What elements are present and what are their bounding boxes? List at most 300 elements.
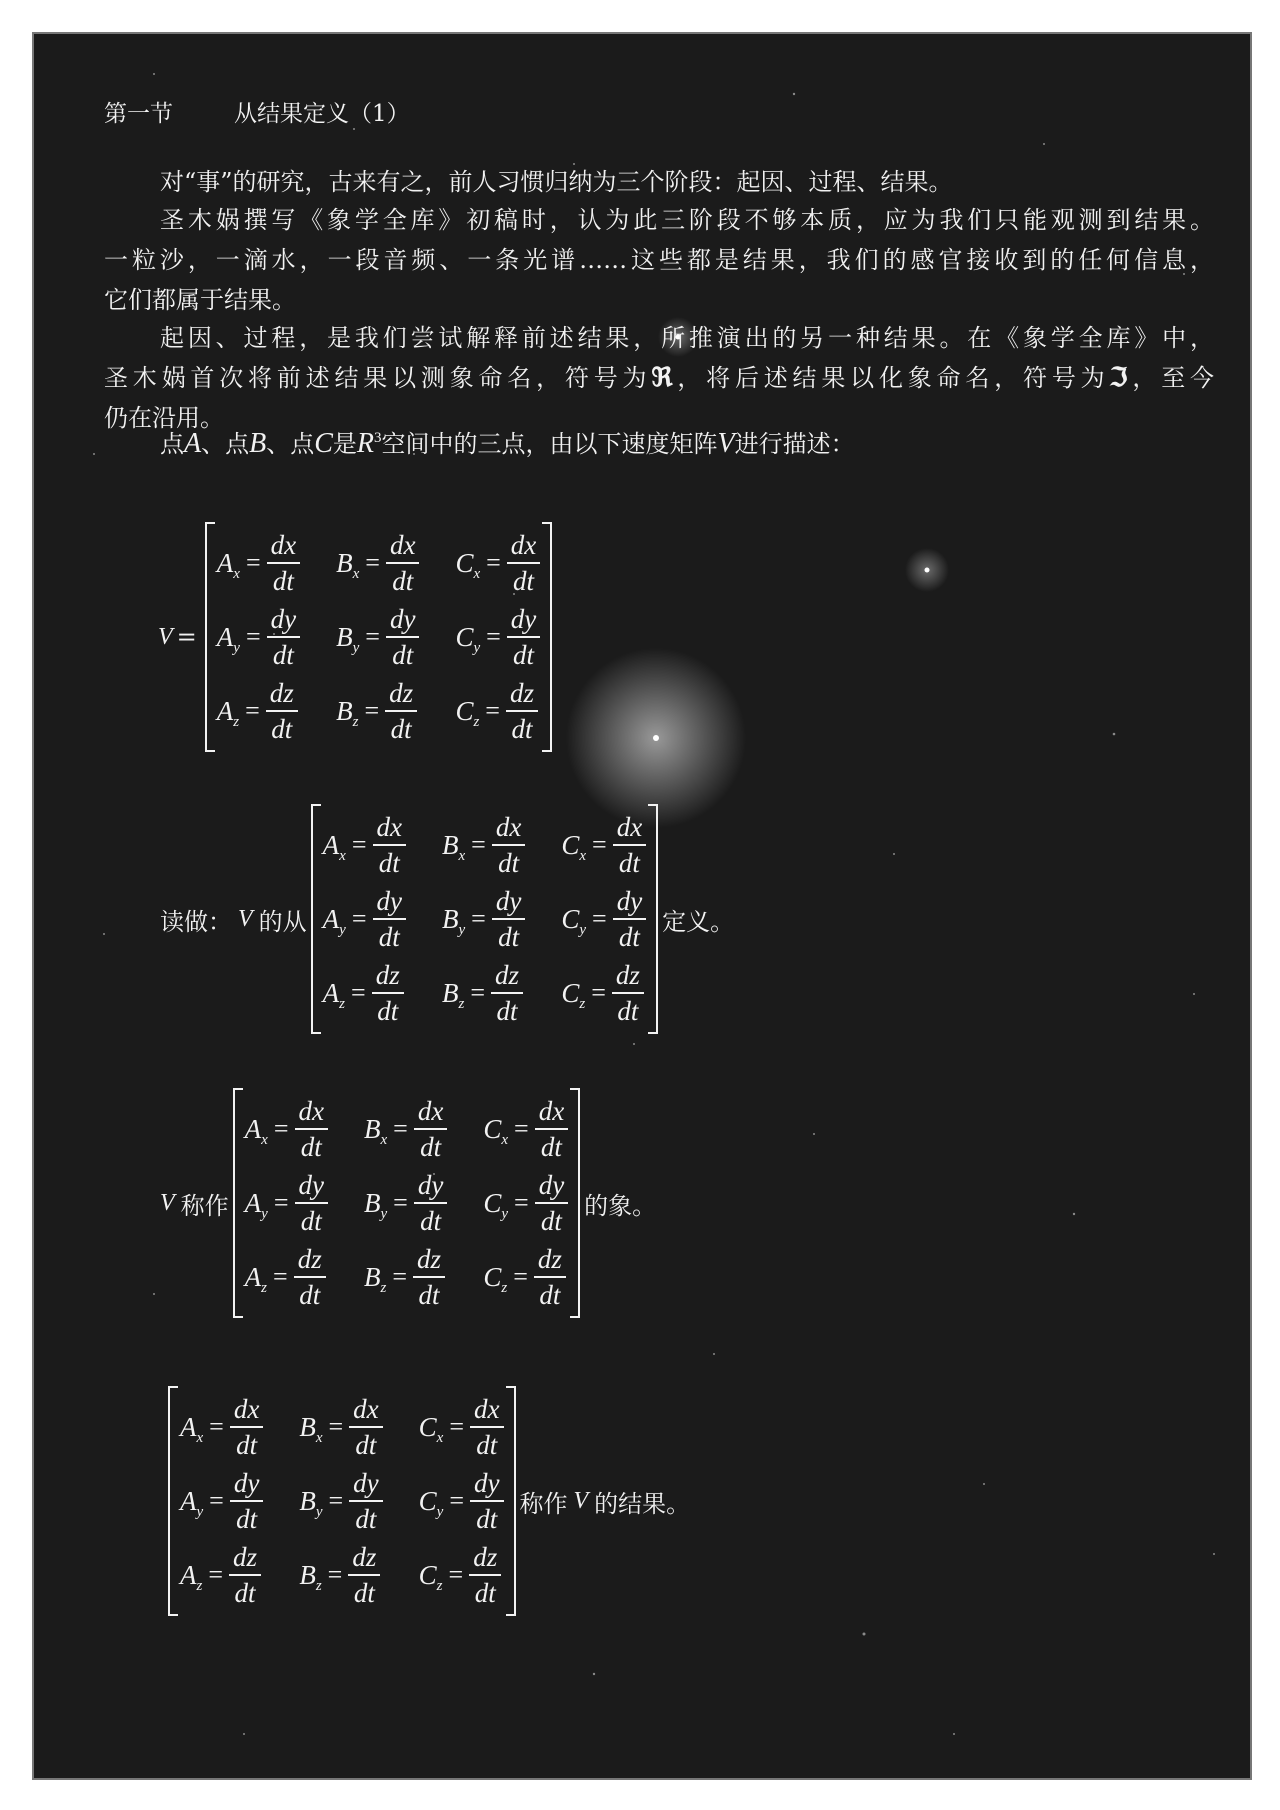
fraction [414, 1168, 447, 1238]
text-line: 仍在沿用。 [104, 404, 224, 432]
fraction [373, 884, 406, 954]
matrix-entry [419, 1540, 504, 1610]
entry-variable: $B_y$ [336, 621, 360, 656]
label-text: 读做： [160, 907, 232, 936]
matrix-entry [364, 1094, 447, 1164]
fraction-denominator: dt [236, 1430, 258, 1460]
fraction-numerator: dx [613, 810, 646, 846]
fraction [613, 884, 646, 954]
label-text: 称作 [180, 1191, 229, 1220]
entry-variable: $C_y$ [483, 1187, 509, 1222]
entry-variable: $A_x$ [216, 547, 240, 582]
fraction-denominator: dt [390, 714, 412, 744]
entry-subscript: x [352, 565, 360, 582]
equals-sign: = [514, 1114, 529, 1143]
fraction [385, 676, 417, 746]
equals-sign: = [486, 548, 501, 577]
fraction [492, 884, 525, 954]
entry-variable: $A_x$ [322, 829, 346, 864]
fraction-denominator: dt [392, 566, 414, 596]
entry-variable: $B_x$ [442, 829, 466, 864]
equals-sign: = [328, 1486, 344, 1515]
matrix-entry [419, 1392, 504, 1462]
velocity-matrix [311, 804, 659, 1034]
matrix-entry [299, 1466, 382, 1536]
fraction [491, 958, 523, 1028]
fraction [295, 1168, 328, 1238]
entry-subscript: z [579, 995, 586, 1012]
matrix-entry [455, 528, 540, 598]
fraction-numerator: dz [469, 1540, 501, 1576]
fraction-denominator: dt [618, 848, 640, 878]
entry-subscript: x [261, 1131, 268, 1148]
fraction-numerator: dx [535, 1094, 568, 1130]
equation-definition [158, 522, 556, 752]
entry-variable: $A_y$ [322, 903, 346, 938]
fraction [295, 1094, 328, 1164]
matrix-entry [180, 1392, 263, 1462]
fraction-denominator: dt [420, 1206, 442, 1236]
matrix-entry [442, 810, 525, 880]
fraction-numerator: dy [492, 884, 525, 920]
fraction-numerator: dy [470, 1466, 503, 1502]
matrix-entry [561, 958, 646, 1028]
fraction-denominator: dt [513, 640, 535, 670]
equals-sign: = [273, 1262, 288, 1291]
entry-subscript: y [579, 921, 587, 938]
math-var-letter: R [356, 428, 375, 459]
matrix-entry [336, 602, 419, 672]
fraction [267, 528, 300, 598]
entry-subscript: y [339, 921, 346, 938]
equals-sign: = [470, 978, 486, 1007]
equals-sign: = [591, 978, 606, 1007]
matrix-entry [323, 884, 406, 954]
entry-subscript: y [196, 1503, 204, 1520]
fraction [414, 1094, 447, 1164]
fraction-denominator: dt [272, 566, 294, 596]
fraction-denominator: dt [234, 1578, 256, 1608]
section-heading [104, 94, 410, 134]
entry-variable: $B_x$ [336, 547, 360, 582]
equals-sign: = [327, 1560, 343, 1589]
entry-variable: $A_z$ [244, 1261, 268, 1296]
fraction-denominator: dt [300, 1206, 322, 1236]
entry-variable: $B_z$ [364, 1261, 387, 1296]
fraction-denominator: dt [474, 1578, 496, 1608]
math-var: V [573, 1487, 589, 1514]
page [32, 32, 1252, 1780]
matrix-entry [245, 1168, 328, 1238]
fraction [372, 958, 404, 1028]
matrix-entry [217, 528, 300, 598]
matrix-entry [217, 602, 300, 672]
matrix-entry [336, 528, 419, 598]
fraction-numerator: dx [295, 1094, 328, 1130]
entry-subscript: y [315, 1503, 323, 1520]
matrix-entry [561, 884, 646, 954]
label-text: 的结果。 [594, 1489, 691, 1518]
equals-sign: = [209, 1412, 224, 1441]
entry-subscript: z [436, 1577, 443, 1594]
matrix-entry [245, 1094, 328, 1164]
entry-variable: $C_z$ [483, 1261, 508, 1296]
entry-subscript: z [458, 995, 465, 1012]
fraction [507, 528, 540, 598]
fraction-numerator: dy [295, 1168, 328, 1204]
fraction-denominator: dt [378, 922, 400, 952]
star [925, 568, 930, 573]
equation-result [164, 1386, 690, 1616]
fraction-numerator: dx [470, 1392, 503, 1428]
entry-variable: $A_x$ [244, 1113, 268, 1148]
fraction [294, 1242, 326, 1312]
entry-variable: $A_y$ [216, 621, 240, 656]
equation-image [160, 1088, 656, 1318]
equals-sign: = [514, 1188, 529, 1217]
velocity-matrix [168, 1386, 516, 1616]
entry-subscript: x [501, 1131, 509, 1148]
fraction-denominator: dt [496, 996, 518, 1026]
fraction-numerator: dy [349, 1466, 382, 1502]
text-run: 圣木娲首次将前述结果以测象命名，符号为 [104, 364, 652, 392]
imaginary-part-symbol: ℑ [1109, 363, 1128, 393]
star [653, 735, 659, 741]
fraction-denominator: dt [540, 1132, 562, 1162]
fraction-numerator: dy [267, 602, 300, 638]
entry-subscript: y [458, 921, 466, 938]
fraction-numerator: dy [386, 602, 419, 638]
entry-variable: $B_y$ [364, 1187, 388, 1222]
matrix-entry [455, 602, 540, 672]
fraction-numerator: dx [349, 1392, 382, 1428]
matrix-entry [180, 1540, 263, 1610]
fraction-numerator: dz [413, 1242, 445, 1278]
entry-variable: $B_z$ [442, 977, 465, 1012]
equals-sign: = [351, 830, 367, 859]
fraction [373, 810, 406, 880]
equals-sign: = [471, 830, 486, 859]
fraction-denominator: dt [539, 1280, 561, 1310]
entry-subscript: y [473, 639, 481, 656]
paragraph-1 [104, 162, 1214, 202]
matrix-entry [442, 884, 525, 954]
entry-subscript: z [473, 713, 480, 730]
matrix-entry [323, 958, 406, 1028]
fraction [612, 958, 644, 1028]
text-run: ，将后述结果以化象命名，符号为 [672, 364, 1110, 392]
fraction-numerator: dz [266, 676, 298, 712]
entry-subscript: z [315, 1577, 322, 1594]
fraction-denominator: dt [272, 640, 294, 670]
text-line [104, 358, 1214, 398]
entry-variable: $C_y$ [455, 621, 481, 656]
equals-sign: = [351, 978, 366, 1007]
text-line: 一粒沙，一滴水，一段音频、一条光谱……这些都是结果，我们的感官接收到的任何信息， [104, 246, 1214, 274]
equals-sign: = [273, 1114, 289, 1143]
label-text: 的从 [258, 907, 307, 936]
matrix-entry [245, 1242, 328, 1312]
fraction-numerator: dx [507, 528, 540, 564]
fraction-denominator: dt [392, 640, 414, 670]
text-line: 对“事”的研究，古来有之，前人习惯归纳为三个阶段：起因、过程、结果。 [160, 168, 953, 196]
fraction [507, 602, 540, 672]
entry-subscript: x [380, 1131, 388, 1148]
equals-sign: = [208, 1560, 224, 1589]
matrix-entry [483, 1242, 568, 1312]
fraction-numerator: dz [385, 676, 417, 712]
equals-sign: = [273, 1188, 289, 1217]
fraction-denominator: dt [540, 1206, 562, 1236]
matrix-entry [483, 1168, 568, 1238]
entry-subscript: z [339, 995, 346, 1012]
fraction-denominator: dt [476, 1430, 498, 1460]
equals-sign: = [365, 548, 380, 577]
matrix-entry [217, 676, 300, 746]
entry-variable: $B_y$ [299, 1485, 323, 1520]
entry-variable: $B_x$ [364, 1113, 388, 1148]
entry-variable: $C_y$ [418, 1485, 444, 1520]
entry-subscript: x [436, 1429, 444, 1446]
equals-sign: = [328, 1412, 344, 1441]
equals-sign: = [209, 1486, 224, 1515]
entry-variable: $A_z$ [322, 977, 346, 1012]
entry-subscript: x [315, 1429, 323, 1446]
math-var [357, 428, 382, 459]
entry-variable: $C_z$ [561, 977, 586, 1012]
fraction [413, 1242, 445, 1312]
fraction [534, 1242, 566, 1312]
text-run: 、点 [201, 430, 250, 458]
entry-variable: $A_y$ [244, 1187, 268, 1222]
fraction-numerator: dz [491, 958, 523, 994]
text-run: 进行描述： [734, 430, 855, 458]
fraction [349, 1392, 382, 1462]
fraction [469, 1540, 501, 1610]
paragraph-2 [104, 200, 1214, 320]
fraction [229, 1540, 261, 1610]
paragraph-3 [104, 318, 1214, 438]
real-part-symbol: ℜ [651, 363, 673, 393]
equals-sign: = [448, 1560, 464, 1589]
entry-subscript: x [196, 1429, 204, 1446]
fraction-denominator: dt [618, 922, 640, 952]
matrix-entry [364, 1168, 447, 1238]
entry-subscript: y [380, 1205, 388, 1222]
fraction-numerator: dx [267, 528, 300, 564]
entry-subscript: x [233, 565, 240, 582]
equals-sign: = [365, 622, 380, 651]
equals-sign: = [449, 1486, 465, 1515]
entry-variable: $A_y$ [180, 1485, 204, 1520]
math-var: B [249, 428, 267, 459]
text-run: 、点 [266, 430, 315, 458]
entry-subscript: x [339, 847, 346, 864]
fraction-numerator: dx [414, 1094, 447, 1130]
fraction-denominator: dt [378, 848, 400, 878]
entry-variable: $C_x$ [483, 1113, 509, 1148]
section-title: 从结果定义（1） [234, 101, 410, 127]
fraction [230, 1466, 263, 1536]
fraction-numerator: dz [348, 1540, 380, 1576]
entry-subscript: z [352, 713, 359, 730]
matrix-entry [419, 1466, 504, 1536]
entry-subscript: y [436, 1503, 444, 1520]
entry-variable: $C_x$ [418, 1411, 444, 1446]
entry-variable: $C_x$ [561, 829, 587, 864]
entry-subscript: x [458, 847, 466, 864]
fraction-denominator: dt [355, 1430, 377, 1460]
entry-variable: $A_x$ [180, 1411, 204, 1446]
fraction-numerator: dx [492, 810, 525, 846]
fraction-numerator: dz [372, 958, 404, 994]
section-number: 第一节 [104, 101, 173, 127]
fraction [349, 1466, 382, 1536]
fraction-numerator: dz [534, 1242, 566, 1278]
text-run: 是 [332, 430, 357, 458]
text-run: 点 [160, 430, 184, 458]
fraction-numerator: dy [507, 602, 540, 638]
equals-sign: = [392, 1262, 408, 1291]
entry-subscript: y [501, 1205, 509, 1222]
fraction-numerator: dy [535, 1168, 568, 1204]
text-run: 空间中的三点，由以下速度矩阵 [381, 430, 718, 458]
fraction [386, 528, 419, 598]
equals-sign: = [245, 622, 261, 651]
equals-sign: = [176, 623, 197, 651]
fraction-numerator: dy [414, 1168, 447, 1204]
equals-sign: = [513, 1262, 528, 1291]
exponent: 3 [374, 430, 382, 446]
text-line: 起因、过程，是我们尝试解释前述结果，所推演出的另一种结果。在《象学全库》中， [160, 324, 1214, 352]
equals-sign: = [393, 1188, 408, 1217]
label-text: 的象。 [584, 1191, 657, 1220]
equals-sign: = [245, 548, 261, 577]
fraction [535, 1094, 568, 1164]
fraction-numerator: dz [506, 676, 538, 712]
velocity-matrix [205, 522, 553, 752]
fraction [492, 810, 525, 880]
equals-sign: = [364, 696, 380, 725]
fraction-denominator: dt [299, 1280, 321, 1310]
fraction-denominator: dt [498, 848, 520, 878]
fraction [230, 1392, 263, 1462]
entry-subscript: z [196, 1577, 203, 1594]
entry-subscript: y [261, 1205, 268, 1222]
fraction [470, 1392, 503, 1462]
entry-subscript: x [579, 847, 587, 864]
entry-variable: $C_y$ [561, 903, 587, 938]
fraction [613, 810, 646, 880]
fraction-denominator: dt [476, 1504, 498, 1534]
equals-sign: = [471, 904, 486, 933]
fraction-denominator: dt [511, 714, 533, 744]
entry-variable: $A_z$ [180, 1559, 203, 1594]
fraction-numerator: dz [229, 1540, 261, 1576]
entry-subscript: y [233, 639, 240, 656]
entry-variable: $B_z$ [299, 1559, 322, 1594]
fraction [267, 602, 300, 672]
fraction-numerator: dy [230, 1466, 263, 1502]
entry-variable: $B_z$ [336, 695, 359, 730]
entry-variable: $C_z$ [418, 1559, 443, 1594]
text-run: ，至今 [1127, 364, 1215, 392]
equation-reading [160, 804, 734, 1034]
matrix-entry [299, 1392, 382, 1462]
entry-subscript: x [473, 565, 481, 582]
fraction [506, 676, 538, 746]
entry-variable: $C_z$ [455, 695, 480, 730]
fraction-denominator: dt [617, 996, 639, 1026]
fraction-denominator: dt [513, 566, 535, 596]
fraction [266, 676, 298, 746]
fraction-denominator: dt [236, 1504, 258, 1534]
entry-subscript: z [233, 713, 240, 730]
math-var: C [314, 428, 333, 459]
equals-sign: = [245, 696, 260, 725]
fraction-denominator: dt [300, 1132, 322, 1162]
fraction-numerator: dy [373, 884, 406, 920]
math-var: A [184, 428, 202, 459]
fraction [470, 1466, 503, 1536]
equals-sign: = [592, 830, 607, 859]
label-text: 称作 [519, 1489, 568, 1518]
matrix-entry [442, 958, 525, 1028]
fraction [348, 1540, 380, 1610]
entry-variable: $B_y$ [442, 903, 466, 938]
entry-variable: $A_z$ [216, 695, 240, 730]
fraction-numerator: dz [612, 958, 644, 994]
matrix-lhs: V [158, 623, 173, 650]
label-text: 定义。 [662, 907, 735, 936]
fraction-denominator: dt [271, 714, 293, 744]
equals-sign: = [592, 904, 607, 933]
entry-variable: $C_x$ [455, 547, 481, 582]
fraction-denominator: dt [498, 922, 520, 952]
matrix-entry [364, 1242, 447, 1312]
fraction [535, 1168, 568, 1238]
fraction-denominator: dt [418, 1280, 440, 1310]
fraction-denominator: dt [355, 1504, 377, 1534]
matrix-entry [455, 676, 540, 746]
equals-sign: = [486, 622, 501, 651]
matrix-entry [180, 1466, 263, 1536]
entry-subscript: z [261, 1279, 268, 1296]
fraction-numerator: dx [373, 810, 406, 846]
matrix-entry [483, 1094, 568, 1164]
fraction-numerator: dx [230, 1392, 263, 1428]
equals-sign: = [351, 904, 367, 933]
matrix-entry [299, 1540, 382, 1610]
matrix-entry [336, 676, 419, 746]
math-var: V [238, 905, 253, 932]
fraction-numerator: dy [613, 884, 646, 920]
fraction-numerator: dx [386, 528, 419, 564]
text-line: 圣木娲撰写《象学全库》初稿时，认为此三阶段不够本质，应为我们只能观测到结果。 [160, 206, 1214, 234]
entry-subscript: y [352, 639, 360, 656]
fraction [386, 602, 419, 672]
fraction-denominator: dt [353, 1578, 375, 1608]
math-var: V [717, 428, 735, 459]
entry-variable: $B_x$ [299, 1411, 323, 1446]
entry-subscript: z [380, 1279, 387, 1296]
text-line: 它们都属于结果。 [104, 286, 296, 314]
equals-sign: = [485, 696, 500, 725]
matrix-entry [561, 810, 646, 880]
fraction-numerator: dz [294, 1242, 326, 1278]
equals-sign: = [449, 1412, 465, 1441]
velocity-matrix [233, 1088, 581, 1318]
